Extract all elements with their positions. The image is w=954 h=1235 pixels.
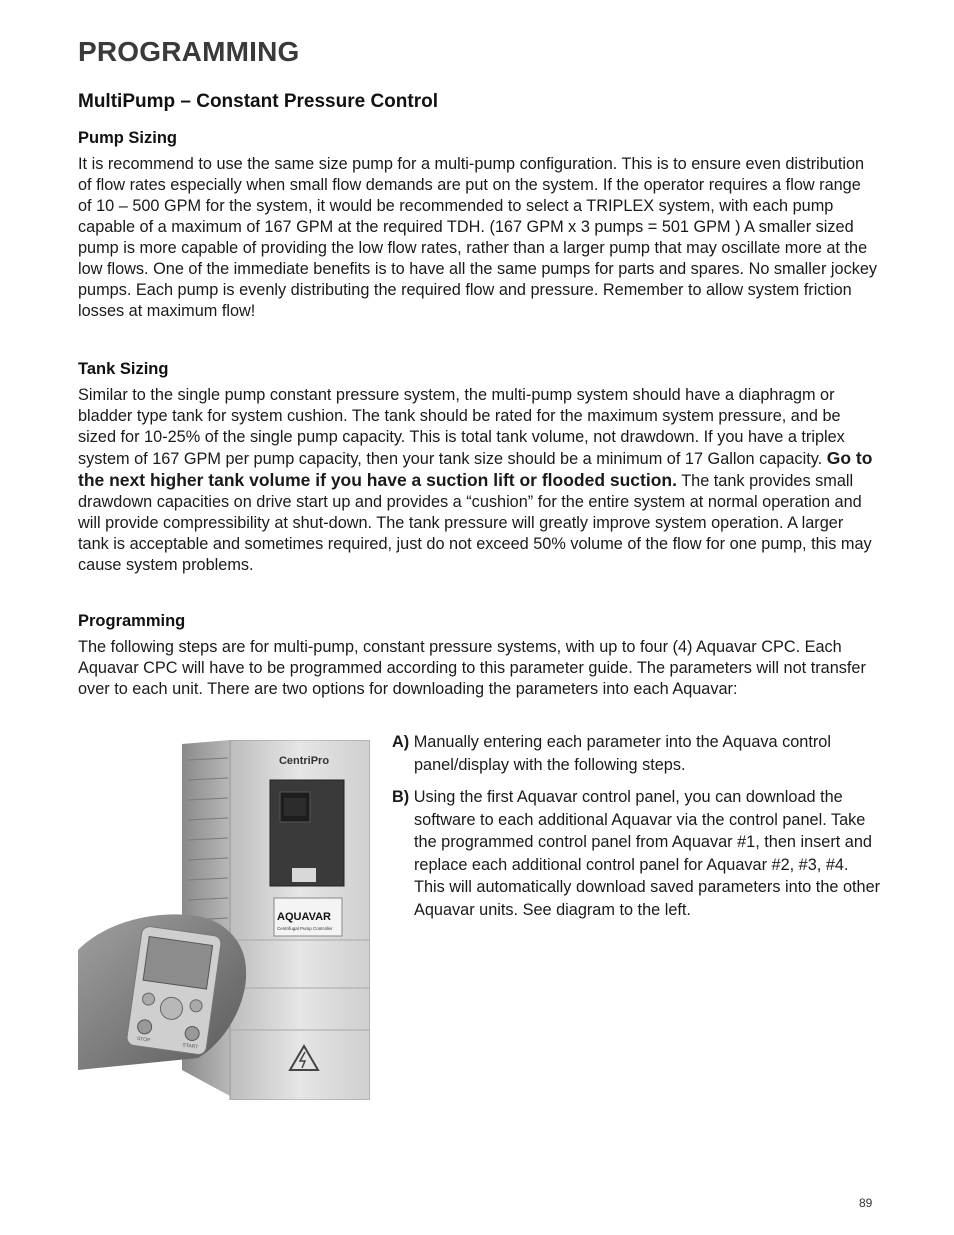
options-list [392, 731, 882, 931]
start-key-label: START [182, 1042, 199, 1051]
option-b-label: B) [392, 788, 410, 806]
tank-sizing-text [78, 385, 874, 576]
option-a [392, 731, 882, 776]
pump-sizing-text: It is recommend to use the same size pump for a multi-pump configuration. This is to ensure even distribution of flow rates especially when small flow demands are put on the system. If the operator requires a flow range of 10 – 500 GPM for the system, it would be recommended to select a TRIPLEX system, with each pump capable of a maximum of 167 GPM at the required TDH. (167 GPM x 3 pumps = 501 GPM ) A smaller sized pump is more capable of providing the low flow rates, rather than a larger pump that may oscillate more at the low flows. One of the immediate benefits is to have all the same pumps for parts and spares. No smaller jockey pumps. Each pump is evenly distributing the required flow and pressure. Remember to allow system friction losses at maximum flow! [78, 155, 878, 320]
programming-text: The following steps are for multi-pump, constant pressure systems, with up to four (4) Aquavar CPC. Each Aquavar CPC will have to be programmed according to this parameter guide. The parameters will not transfer over to each unit. There are two options for downloading the parameters into each Aquavar: [78, 638, 866, 698]
tank-text-start: Similar to the single pump constant pressure system, the multi-pump system should have a diaphragm or bladder type tank for system cushion. The tank should be rated for the maximum system pressure, and be sized for 10-25% of the single pump capacity. This is total tank volume, not drawdown. If you have a triplex system of 167 GPM per pump capacity, then your tank size should be a minimum of 17 Gallon capacity. [78, 386, 845, 468]
option-a-text: Manually entering each parameter into the Aquava control panel/display with the following steps. [413, 733, 831, 774]
tank-text-emphasis: Go to the next higher tank volume if you have a suction lift or flooded suction. [78, 448, 873, 490]
stop-key-label: STOP [136, 1035, 151, 1044]
page-title: PROGRAMMING [78, 36, 300, 67]
section-title: MultiPump – Constant Pressure Control [78, 91, 438, 112]
pump-sizing-heading: Pump Sizing [78, 129, 177, 147]
programming-heading: Programming [78, 612, 186, 630]
aquavar-photo [78, 740, 370, 1100]
option-b [392, 786, 882, 921]
option-b-text: Using the first Aquavar control panel, you can download the software to each additional Aquavar via the control panel. Take the programmed control panel from Aquavar #1, then insert and replace each additional control panel for Aquavar #2, #3, #4. This will automatically download saved parameters into the other Aquavar units. See diagram to the left. [413, 788, 881, 919]
tank-sizing-heading: Tank Sizing [78, 360, 169, 378]
option-a-label: A) [392, 733, 410, 751]
tank-text-end: The tank provides small drawdown capacities on drive start up and provides a “cushion” for the entire system at normal operation and will provide compressibility at shut-down. The tank pressure will greatly improve system operation. A larger tank is acceptable and sometimes required, just do not exceed 50% volume of the flow for one pump, this may cause system problems. [78, 472, 872, 574]
product-sub-label: Centrifugal Pump Controller [277, 926, 333, 931]
product-label: AQUAVAR [277, 911, 331, 923]
brand-label: CentriPro [278, 755, 330, 767]
page-number: 89 [859, 1196, 873, 1210]
